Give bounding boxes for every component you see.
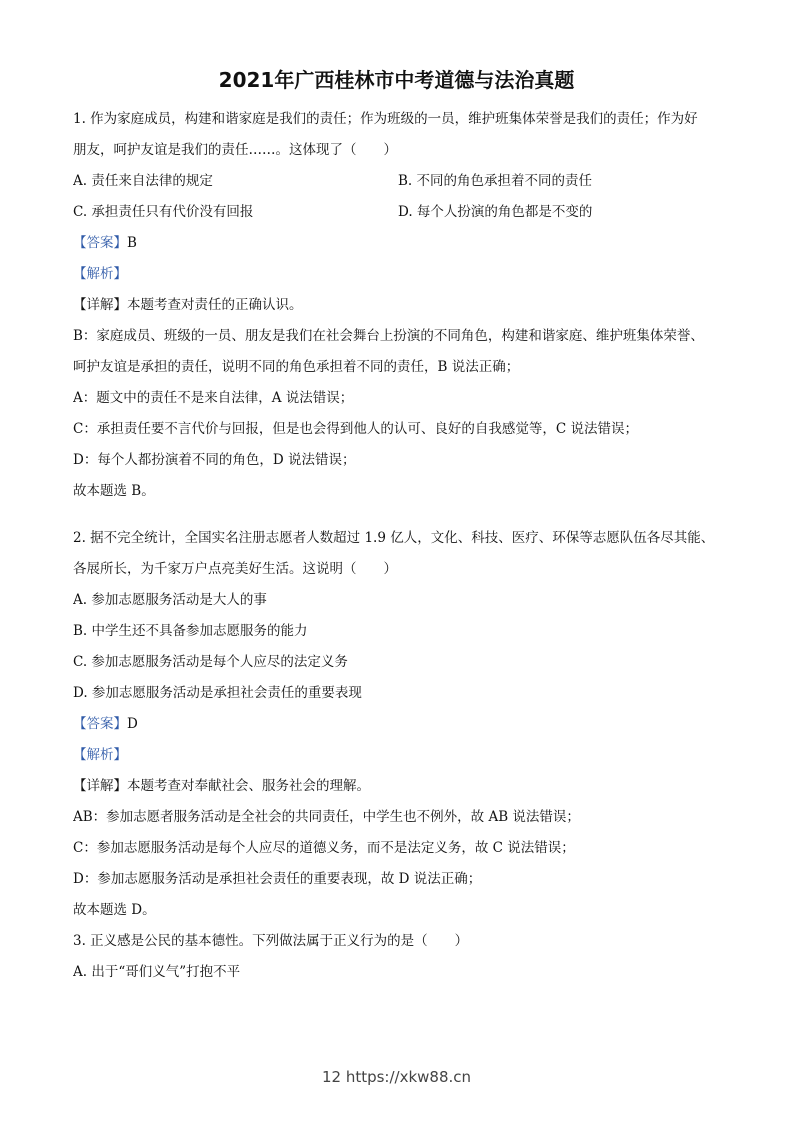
q2-stem-line-1: 2. 据不完全统计，全国实名注册志愿者人数超过 1.9 亿人，文化、科技、医疗、环保等志愿队伍各尽其能、: [73, 530, 715, 546]
q1-explain-b-line-1: B：家庭成员、班级的一员、朋友是我们在社会舞台上扮演的不同角色，构建和谐家庭、维护班集体荣誉、: [73, 328, 704, 344]
q2-detail: 【详解】本题考查对奉献社会、服务社会的理解。: [73, 778, 370, 794]
q1-analysis-tag: 【解析】: [73, 266, 127, 282]
q2-option-c: C. 参加志愿服务活动是每个人应尽的法定义务: [73, 654, 348, 670]
spacer: [73, 507, 723, 523]
page-footer: 12 https://xkw88.cn: [321, 1068, 472, 1086]
q1-explain-a: A：题文中的责任不是来自法律，A 说法错误；: [73, 390, 354, 406]
q2-answer-tag: 【答案】: [73, 716, 127, 732]
q2-option-a: A. 参加志愿服务活动是大人的事: [73, 592, 267, 608]
q2-analysis-tag: 【解析】: [73, 747, 127, 763]
q1-option-a: A. 责任来自法律的规定: [73, 173, 213, 189]
q1-option-c: C. 承担责任只有代价没有回报: [73, 204, 254, 220]
q1-explain-c: C：承担责任要不言代价与回报，但是也会得到他人的认可、良好的自我感觉等，C 说法错误；: [73, 421, 638, 437]
page-title: 2021年广西桂林市中考道德与法治真题: [218, 68, 575, 92]
question-2: [73, 523, 723, 926]
q1-explain-d: D：每个人都扮演着不同的角色，D 说法错误；: [73, 452, 356, 468]
q1-options-row-1: [73, 166, 723, 197]
q1-answer-tag: 【答案】: [73, 235, 127, 251]
document-body: [73, 104, 723, 988]
q1-detail: 【详解】本题考查对责任的正确认识。: [73, 297, 303, 313]
q3-option-a: A. 出于“哥们义气”打抱不平: [73, 964, 241, 980]
q2-explain-c: C：参加志愿服务活动是每个人应尽的道德义务，而不是法定义务，故 C 说法错误；: [73, 840, 575, 856]
q3-stem: 3. 正义感是公民的基本德性。下列做法属于正义行为的是（ ）: [73, 933, 469, 949]
q2-option-b: B. 中学生还不具备参加志愿服务的能力: [73, 623, 308, 639]
q2-conclusion: 故本题选 D。: [73, 902, 156, 918]
q2-explain-ab: AB：参加志愿者服务活动是全社会的共同责任，中学生也不例外，故 AB 说法错误；: [73, 809, 580, 825]
q1-option-d: D. 每个人扮演的角色都是不变的: [398, 204, 593, 220]
q1-option-b: B. 不同的角色承担着不同的责任: [398, 173, 593, 189]
q1-answer: [73, 228, 723, 259]
q1-options-row-2: [73, 197, 723, 228]
q2-explain-d: D：参加志愿服务活动是承担社会责任的重要表现，故 D 说法正确；: [73, 871, 482, 887]
q1-explain-b-line-2: 呵护友谊是承担的责任，说明不同的角色承担着不同的责任，B 说法正确；: [73, 359, 520, 375]
q1-stem-line-2: 朋友，呵护友谊是我们的责任……。这体现了（ ）: [73, 142, 397, 158]
q2-answer: [73, 709, 723, 740]
q1-conclusion: 故本题选 B。: [73, 483, 155, 499]
q2-answer-value: D: [127, 716, 138, 732]
q2-option-d: D. 参加志愿服务活动是承担社会责任的重要表现: [73, 685, 362, 701]
question-3: [73, 926, 723, 988]
question-1: [73, 104, 723, 507]
q2-stem-line-2: 各展所长，为千家万户点亮美好生活。这说明（ ）: [73, 561, 397, 577]
q1-answer-value: B: [127, 235, 137, 251]
q1-stem-line-1: 1. 作为家庭成员，构建和谐家庭是我们的责任；作为班级的一员，维护班集体荣誉是我们的责任；作为好: [73, 111, 698, 127]
